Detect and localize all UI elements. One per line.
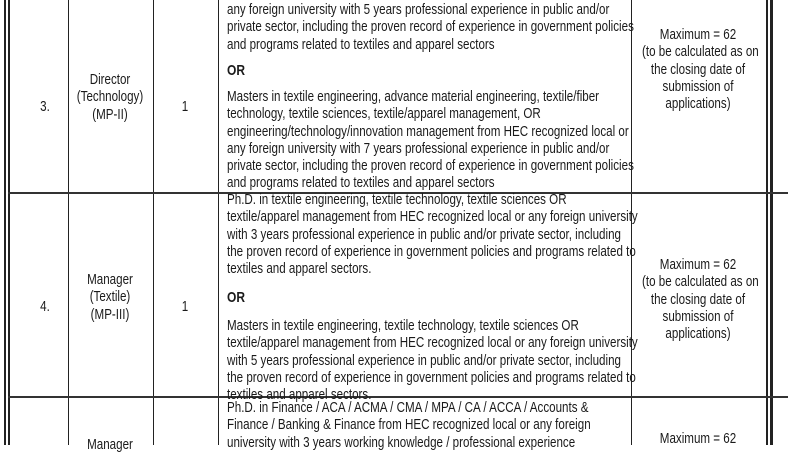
serial-no: 4. bbox=[40, 299, 50, 315]
qualification-b: Masters in textile engineering, textile technology, textile sciences OR textile/apparel management from HEC recognized local or any foreign university with 5 years professional experience in public and/or private sector, including the proven record of experience in government policies and programs related to textiles and apparel sectors. bbox=[227, 318, 638, 404]
col-divider bbox=[153, 0, 154, 445]
qualification-a: Ph.D. in textile engineering, textile technology, textile sciences OR textile/apparel management from HEC recognized local or any foreign university with 3 years professional experience in public and/or private sector, including the proven record of experience in government policies and programs related to textiles and apparel sectors. bbox=[227, 192, 638, 278]
outer-border-right bbox=[770, 0, 773, 445]
post-count: 1 bbox=[181, 299, 189, 315]
qualification-a: Ph.D. in Finance / ACA / ACMA / CMA / MPA / CA / ACCA / Accounts & Finance / Banking & Finance from HEC recognized local or any foreign university with 3 years working knowledge / professional experience bbox=[227, 400, 591, 451]
qualification-a: any foreign university with 5 years professional experience in public and/or private sector, including the proven record of experience in government policies and programs related to textiles and apparel sectors bbox=[227, 2, 634, 53]
age-limit: Maximum = 62 (to be calculated as on the closing date of submission of applications) bbox=[642, 257, 759, 343]
post-title: Director (Technology) (MP-II) bbox=[76, 72, 144, 123]
outer-border-right-inner bbox=[766, 0, 768, 445]
qualification-b: Masters in textile engineering, advance material engineering, textile/fiber technology, textile sciences, textile/apparel management, OR engineering/technology/innovation management from HEC recognized local or any foreign university with 7 years professional experience in public and/or private sector, including the proven record of experience in government policies and programs related to textiles and apparel sectors bbox=[227, 89, 634, 192]
or-label: OR bbox=[227, 62, 245, 79]
outer-border-left-inner bbox=[8, 0, 10, 445]
age-limit: Maximum = 62 (to be calculated as on the closing date of submission of applications) bbox=[642, 27, 759, 113]
col-divider bbox=[218, 0, 219, 445]
post-title: Manager bbox=[87, 437, 133, 453]
post-title: Manager (Textile) (MP-III) bbox=[87, 272, 133, 323]
age-limit: Maximum = 62 bbox=[659, 431, 737, 447]
serial-no: 3. bbox=[40, 99, 50, 115]
col-divider bbox=[68, 0, 69, 445]
outer-border-left bbox=[4, 0, 6, 445]
post-count: 1 bbox=[181, 99, 189, 115]
or-label: OR bbox=[227, 289, 245, 306]
